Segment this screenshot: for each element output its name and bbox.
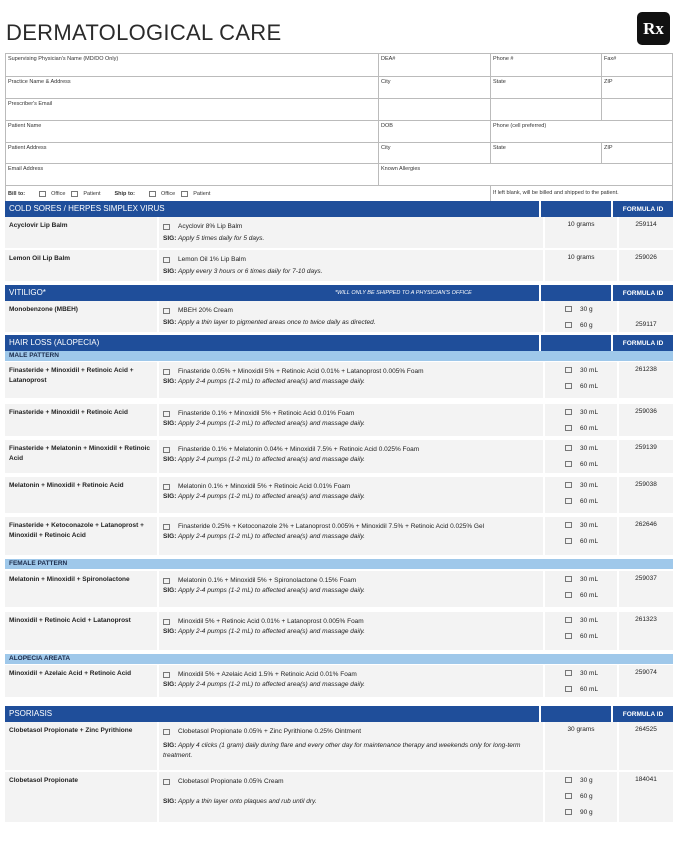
- practice-field[interactable]: Practice Name & Address: [6, 77, 379, 98]
- size-checkbox[interactable]: [565, 409, 572, 415]
- patient-zip-field[interactable]: ZIP: [604, 145, 613, 151]
- select-checkbox[interactable]: [163, 484, 170, 490]
- product-row: Finasteride + Ketoconazole + Latanoprost + Minoxidil + Retinoic Acid Finasteride 0.25% + Ketoconazole 2% + Latanoprost 0.005% + Minoxidil 7.5% + Retinoic Acid 0.025% Gel SIG: Apply 2-4 pumps (1-2 mL) to affected area(s) and massage daily. 30 mL 60 mL 262646: [5, 517, 673, 557]
- prescriber-email-field[interactable]: Prescriber's Email: [6, 99, 379, 120]
- product-row: Clobetasol Propionate + Zinc Pyrithione Clobetasol Propionate 0.05% + Zinc Pyrithione 0.25% Ointment SIG: Apply 4 clicks (1 gram) daily during flare and every other day for maintenance therapy and weekends only for long-term treatment. 30 grams 264525: [5, 722, 673, 772]
- size-checkbox[interactable]: [565, 498, 572, 504]
- product-row: Finasteride + Minoxidil + Retinoic Acid + Latanoprost Finasteride 0.05% + Minoxidil 5% + Retinoic Acid 0.01% + Latanoprost 0.005% Foam SIG: Apply 2-4 pumps (1-2 mL) to affected area(s) and massage daily. 30 mL 60 mL 261238: [5, 362, 673, 400]
- size-checkbox[interactable]: [565, 445, 572, 451]
- section-title: VITILIGO*: [5, 285, 541, 301]
- vitiligo-section: VITILIGO* FORMULA ID *WILL ONLY BE SHIPPED TO A PHYSICIAN'S OFFICE Monobenzone (MBEH) MBEH 20% Cream SIG: Apply a thin layer to pigmented areas once to twice daily as directed. 30 g 60 g 259117: [5, 285, 673, 334]
- section-title: COLD SORES / HERPES SIMPLEX VIRUS: [5, 201, 541, 217]
- dob-field[interactable]: DOB: [379, 121, 491, 142]
- select-checkbox[interactable]: [163, 779, 170, 785]
- size-checkbox[interactable]: [565, 670, 572, 676]
- patient-state-field[interactable]: State: [491, 143, 602, 163]
- section-title: HAIR LOSS (ALOPECIA): [5, 335, 541, 351]
- size-checkbox[interactable]: [565, 461, 572, 467]
- subsection-male: MALE PATTERN: [5, 351, 673, 361]
- size-checkbox[interactable]: [565, 592, 572, 598]
- size-checkbox[interactable]: [565, 522, 572, 528]
- select-checkbox[interactable]: [163, 524, 170, 530]
- size-checkbox[interactable]: [565, 633, 572, 639]
- bill-patient-checkbox[interactable]: [71, 191, 78, 197]
- city-field[interactable]: City: [379, 77, 491, 98]
- patient-address-field[interactable]: Patient Address: [6, 143, 379, 163]
- product-row: Minoxidil + Retinoic Acid + Latanoprost Minoxidil 5% + Retinoic Acid 0.01% + Latanoprost 0.005% Foam SIG: Apply 2-4 pumps (1-2 mL) to affected area(s) and massage daily. 30 mL 60 mL 261323: [5, 612, 673, 652]
- physician-field[interactable]: Supervising Physician's Name (MD/DO Only): [6, 54, 379, 76]
- blank-note: If left blank, will be billed and shipped to the patient.: [493, 190, 619, 196]
- product-row: Melatonin + Minoxidil + Spironolactone Melatonin 0.1% + Minoxidil 5% + Spironolactone 0.15% Foam SIG: Apply 2-4 pumps (1-2 mL) to affected area(s) and massage daily. 30 mL 60 mL 259037: [5, 571, 673, 609]
- size-checkbox[interactable]: [565, 576, 572, 582]
- allergies-field[interactable]: Known Allergies: [381, 166, 421, 172]
- bill-ship-row: Bill to: Office Patient Ship to: Office Patient: [6, 186, 491, 201]
- product-row: Lemon Oil Lip Balm Lemon Oil 1% Lip Balm SIG: Apply every 3 hours or 6 times daily for 7-10 days. 10 grams 259026: [5, 250, 673, 283]
- subsection-areata: ALOPECIA AREATA: [5, 654, 673, 664]
- size-checkbox[interactable]: [565, 322, 572, 328]
- product-row: Clobetasol Propionate Clobetasol Propionate 0.05% Cream SIG: Apply a thin layer onto plaques and rub until dry. 30 g 60 g 90 g 184041: [5, 772, 673, 824]
- email-field[interactable]: Email Address: [6, 164, 379, 185]
- shipping-note: *WILL ONLY BE SHIPPED TO A PHYSICIAN'S OFFICE: [335, 290, 472, 296]
- state-field[interactable]: State: [491, 77, 602, 98]
- select-checkbox[interactable]: [163, 369, 170, 375]
- select-checkbox[interactable]: [163, 672, 170, 678]
- patient-name-field[interactable]: Patient Name: [6, 121, 379, 142]
- product-row: Acyclovir Lip Balm Acyclovir 8% Lip Balm SIG: Apply 5 times daily for 5 days. 10 grams 259114: [5, 217, 673, 250]
- select-checkbox[interactable]: [163, 224, 170, 230]
- select-checkbox[interactable]: [163, 257, 170, 263]
- select-checkbox[interactable]: [163, 619, 170, 625]
- size-checkbox[interactable]: [565, 425, 572, 431]
- dea-field[interactable]: DEA#: [379, 54, 491, 76]
- select-checkbox[interactable]: [163, 447, 170, 453]
- ship-office-checkbox[interactable]: [149, 191, 156, 197]
- section-title: PSORIASIS: [5, 706, 541, 722]
- size-checkbox[interactable]: [565, 617, 572, 623]
- phone-field[interactable]: Phone #: [491, 54, 602, 76]
- patient-city-field[interactable]: City: [379, 143, 491, 163]
- fax-field[interactable]: Fax#: [604, 56, 617, 62]
- ship-patient-checkbox[interactable]: [181, 191, 188, 197]
- product-row: Minoxidil + Azelaic Acid + Retinoic Acid Minoxidil 5% + Azelaic Acid 1.5% + Retinoic Acid 0.01% Foam SIG: Apply 2-4 pumps (1-2 mL) to affected area(s) and massage daily. 30 mL 60 mL 259074: [5, 665, 673, 699]
- psoriasis-section: PSORIASIS FORMULA ID Clobetasol Propionate + Zinc Pyrithione Clobetasol Propionate 0.05% + Zinc Pyrithione 0.25% Ointment SIG: Apply 4 clicks (1 gram) daily during flare and every other day for maintenance therapy and weekends only for long-term treatment. 30 grams 264525 Clobetasol Propionate Clobetasol Propionate 0.05% Cream SIG: Apply a thin layer onto plaques and rub until dry. 30 g 60 g 90 g 184041: [5, 706, 673, 824]
- size-checkbox[interactable]: [565, 686, 572, 692]
- product-row: Melatonin + Minoxidil + Retinoic Acid Melatonin 0.1% + Minoxidil 5% + Retinoic Acid 0.01% Foam SIG: Apply 2-4 pumps (1-2 mL) to affected area(s) and massage daily. 30 mL 60 mL 259038: [5, 477, 673, 515]
- select-checkbox[interactable]: [163, 729, 170, 735]
- select-checkbox[interactable]: [163, 578, 170, 584]
- product-row: Finasteride + Melatonin + Minoxidil + Retinoic Acid Finasteride 0.1% + Melatonin 0.04% + Minoxidil 7.5% + Retinoic Acid 0.025% Foam SIG: Apply 2-4 pumps (1-2 mL) to affected area(s) and massage daily. 30 mL 60 mL 259139: [5, 440, 673, 475]
- product-row: Finasteride + Minoxidil + Retinoic Acid Finasteride 0.1% + Minoxidil 5% + Retinoic Acid 0.01% Foam SIG: Apply 2-4 pumps (1-2 mL) to affected area(s) and massage daily. 30 mL 60 mL 259036: [5, 404, 673, 438]
- phone-cell-field[interactable]: Phone (cell preferred): [493, 123, 547, 129]
- size-checkbox[interactable]: [565, 793, 572, 799]
- bill-office-checkbox[interactable]: [39, 191, 46, 197]
- product-row: Monobenzone (MBEH) MBEH 20% Cream SIG: Apply a thin layer to pigmented areas once to twice daily as directed. 30 g 60 g 259117: [5, 301, 673, 334]
- select-checkbox[interactable]: [163, 411, 170, 417]
- size-checkbox[interactable]: [565, 777, 572, 783]
- size-checkbox[interactable]: [565, 306, 572, 312]
- zip-field[interactable]: ZIP: [604, 79, 613, 85]
- size-checkbox[interactable]: [565, 367, 572, 373]
- size-checkbox[interactable]: [565, 383, 572, 389]
- hair-loss-section: HAIR LOSS (ALOPECIA) FORMULA ID MALE PATTERN: [5, 335, 673, 361]
- size-checkbox[interactable]: [565, 482, 572, 488]
- cold-sores-section: [5, 201, 673, 283]
- patient-info-form: [5, 53, 673, 202]
- size-checkbox[interactable]: [565, 538, 572, 544]
- subsection-female: FEMALE PATTERN: [5, 559, 673, 569]
- page-title: DERMATOLOGICAL CARE: [6, 20, 282, 45]
- select-checkbox[interactable]: [163, 308, 170, 314]
- rx-logo: Rx: [637, 12, 670, 45]
- formula-id-header: FORMULA ID: [622, 205, 664, 213]
- size-checkbox[interactable]: [565, 809, 572, 815]
